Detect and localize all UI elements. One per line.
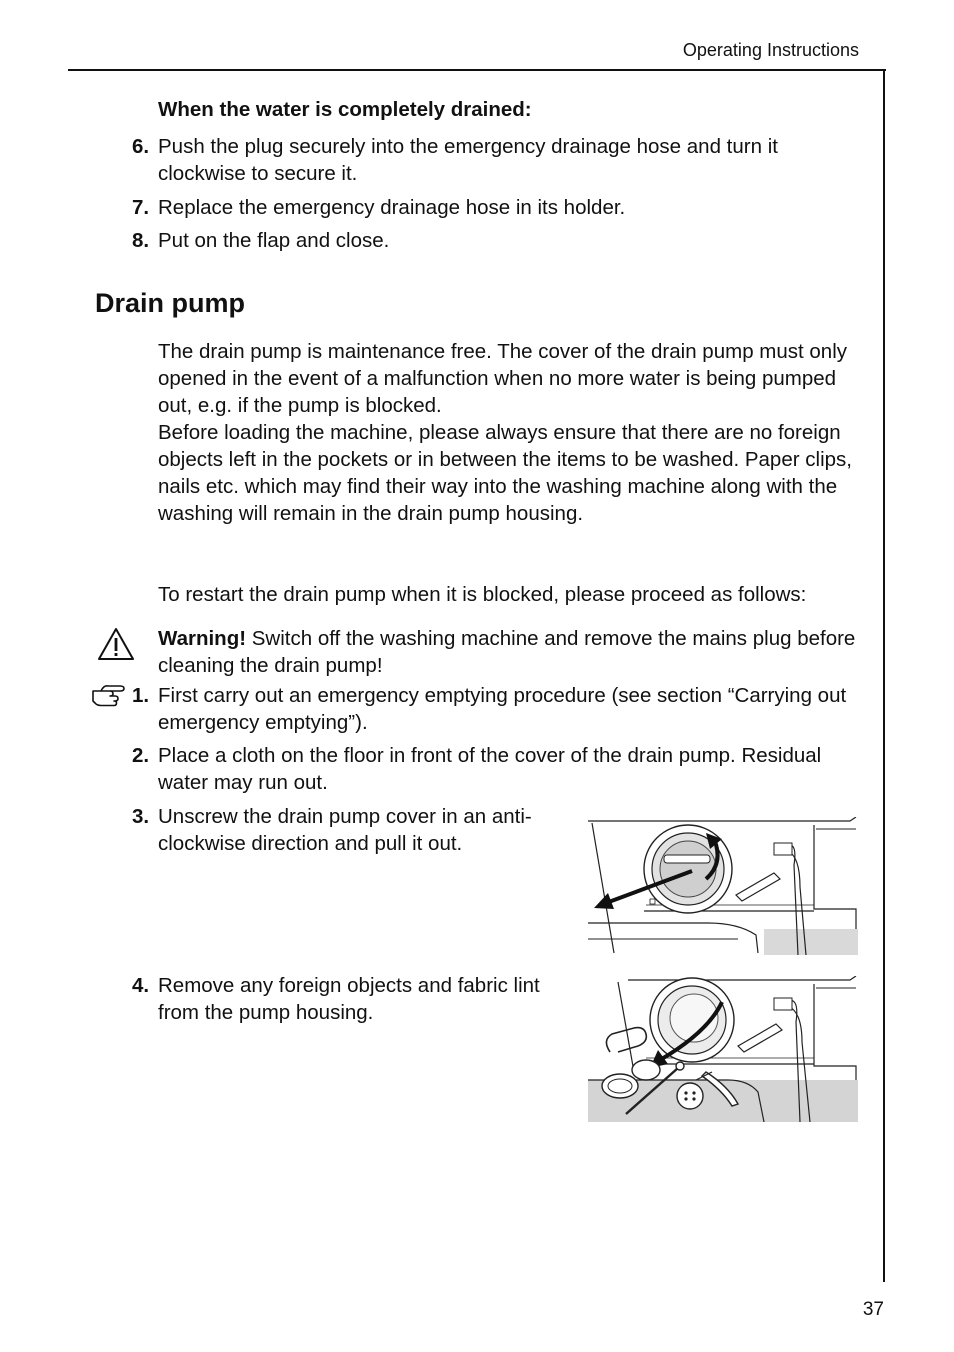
- warning-block: [158, 625, 863, 679]
- maintenance-paragraph: The drain pump is maintenance free. The cover of the drain pump must only opened in the event of a malfunction when no more water is being pumped out, e.g. if the pump is blocked.: [158, 340, 848, 417]
- step-7: [132, 194, 868, 221]
- warning-label: Warning!: [158, 627, 247, 650]
- warning-triangle-icon: [96, 626, 136, 662]
- step-text: Remove any foreign objects and fabric lint from the pump housing.: [158, 974, 540, 1024]
- step-number: 2.: [132, 744, 150, 767]
- running-header: Operating Instructions: [682, 40, 859, 60]
- restart-paragraph: To restart the drain pump when it is blocked, please proceed as follows:: [158, 583, 807, 606]
- step-text: Unscrew the drain pump cover in an anti-clockwise direction and pull it out.: [158, 805, 532, 855]
- step-number: 7.: [132, 196, 150, 219]
- step-number: 8.: [132, 229, 150, 252]
- drained-subheading: When the water is completely drained:: [158, 98, 532, 121]
- warning-text: Switch off the washing machine and remove the mains plug before cleaning the drain pump!: [158, 627, 856, 677]
- step-text: Push the plug securely into the emergency drainage hose and turn it clockwise to secure it.: [158, 135, 778, 185]
- page-number: 37: [862, 1299, 884, 1320]
- step-6: [132, 133, 868, 187]
- foreign-objects-paragraph: Before loading the machine, please always ensure that there are no foreign objects left in the pockets or in between the items to be washed. Paper clips, nails etc. which may find their way into the washing machine along with the washing will remain in the drain pump housing.: [158, 421, 852, 525]
- pointing-hand-icon: [92, 683, 126, 707]
- step-number: 4.: [132, 974, 150, 997]
- header-rule: [68, 69, 886, 71]
- step-number: 1.: [132, 684, 150, 707]
- step-text: Replace the emergency drainage hose in its holder.: [158, 196, 626, 219]
- step-1: [132, 682, 868, 736]
- unscrew-cover-illustration: [588, 817, 858, 955]
- step-4: [132, 972, 558, 1026]
- remove-objects-illustration: [588, 976, 858, 1122]
- margin-rule: [883, 69, 885, 1282]
- step-8: [132, 227, 868, 254]
- step-number: 3.: [132, 805, 150, 828]
- step-3: [132, 803, 558, 857]
- step-text: Put on the flap and close.: [158, 229, 390, 252]
- step-text: First carry out an emergency emptying procedure (see section “Carrying out emergency emptying”).: [158, 684, 847, 734]
- section-title: Drain pump: [95, 288, 246, 318]
- step-text: Place a cloth on the floor in front of the cover of the drain pump. Residual water may run out.: [158, 744, 822, 794]
- step-2: [132, 742, 868, 796]
- step-number: 6.: [132, 135, 150, 158]
